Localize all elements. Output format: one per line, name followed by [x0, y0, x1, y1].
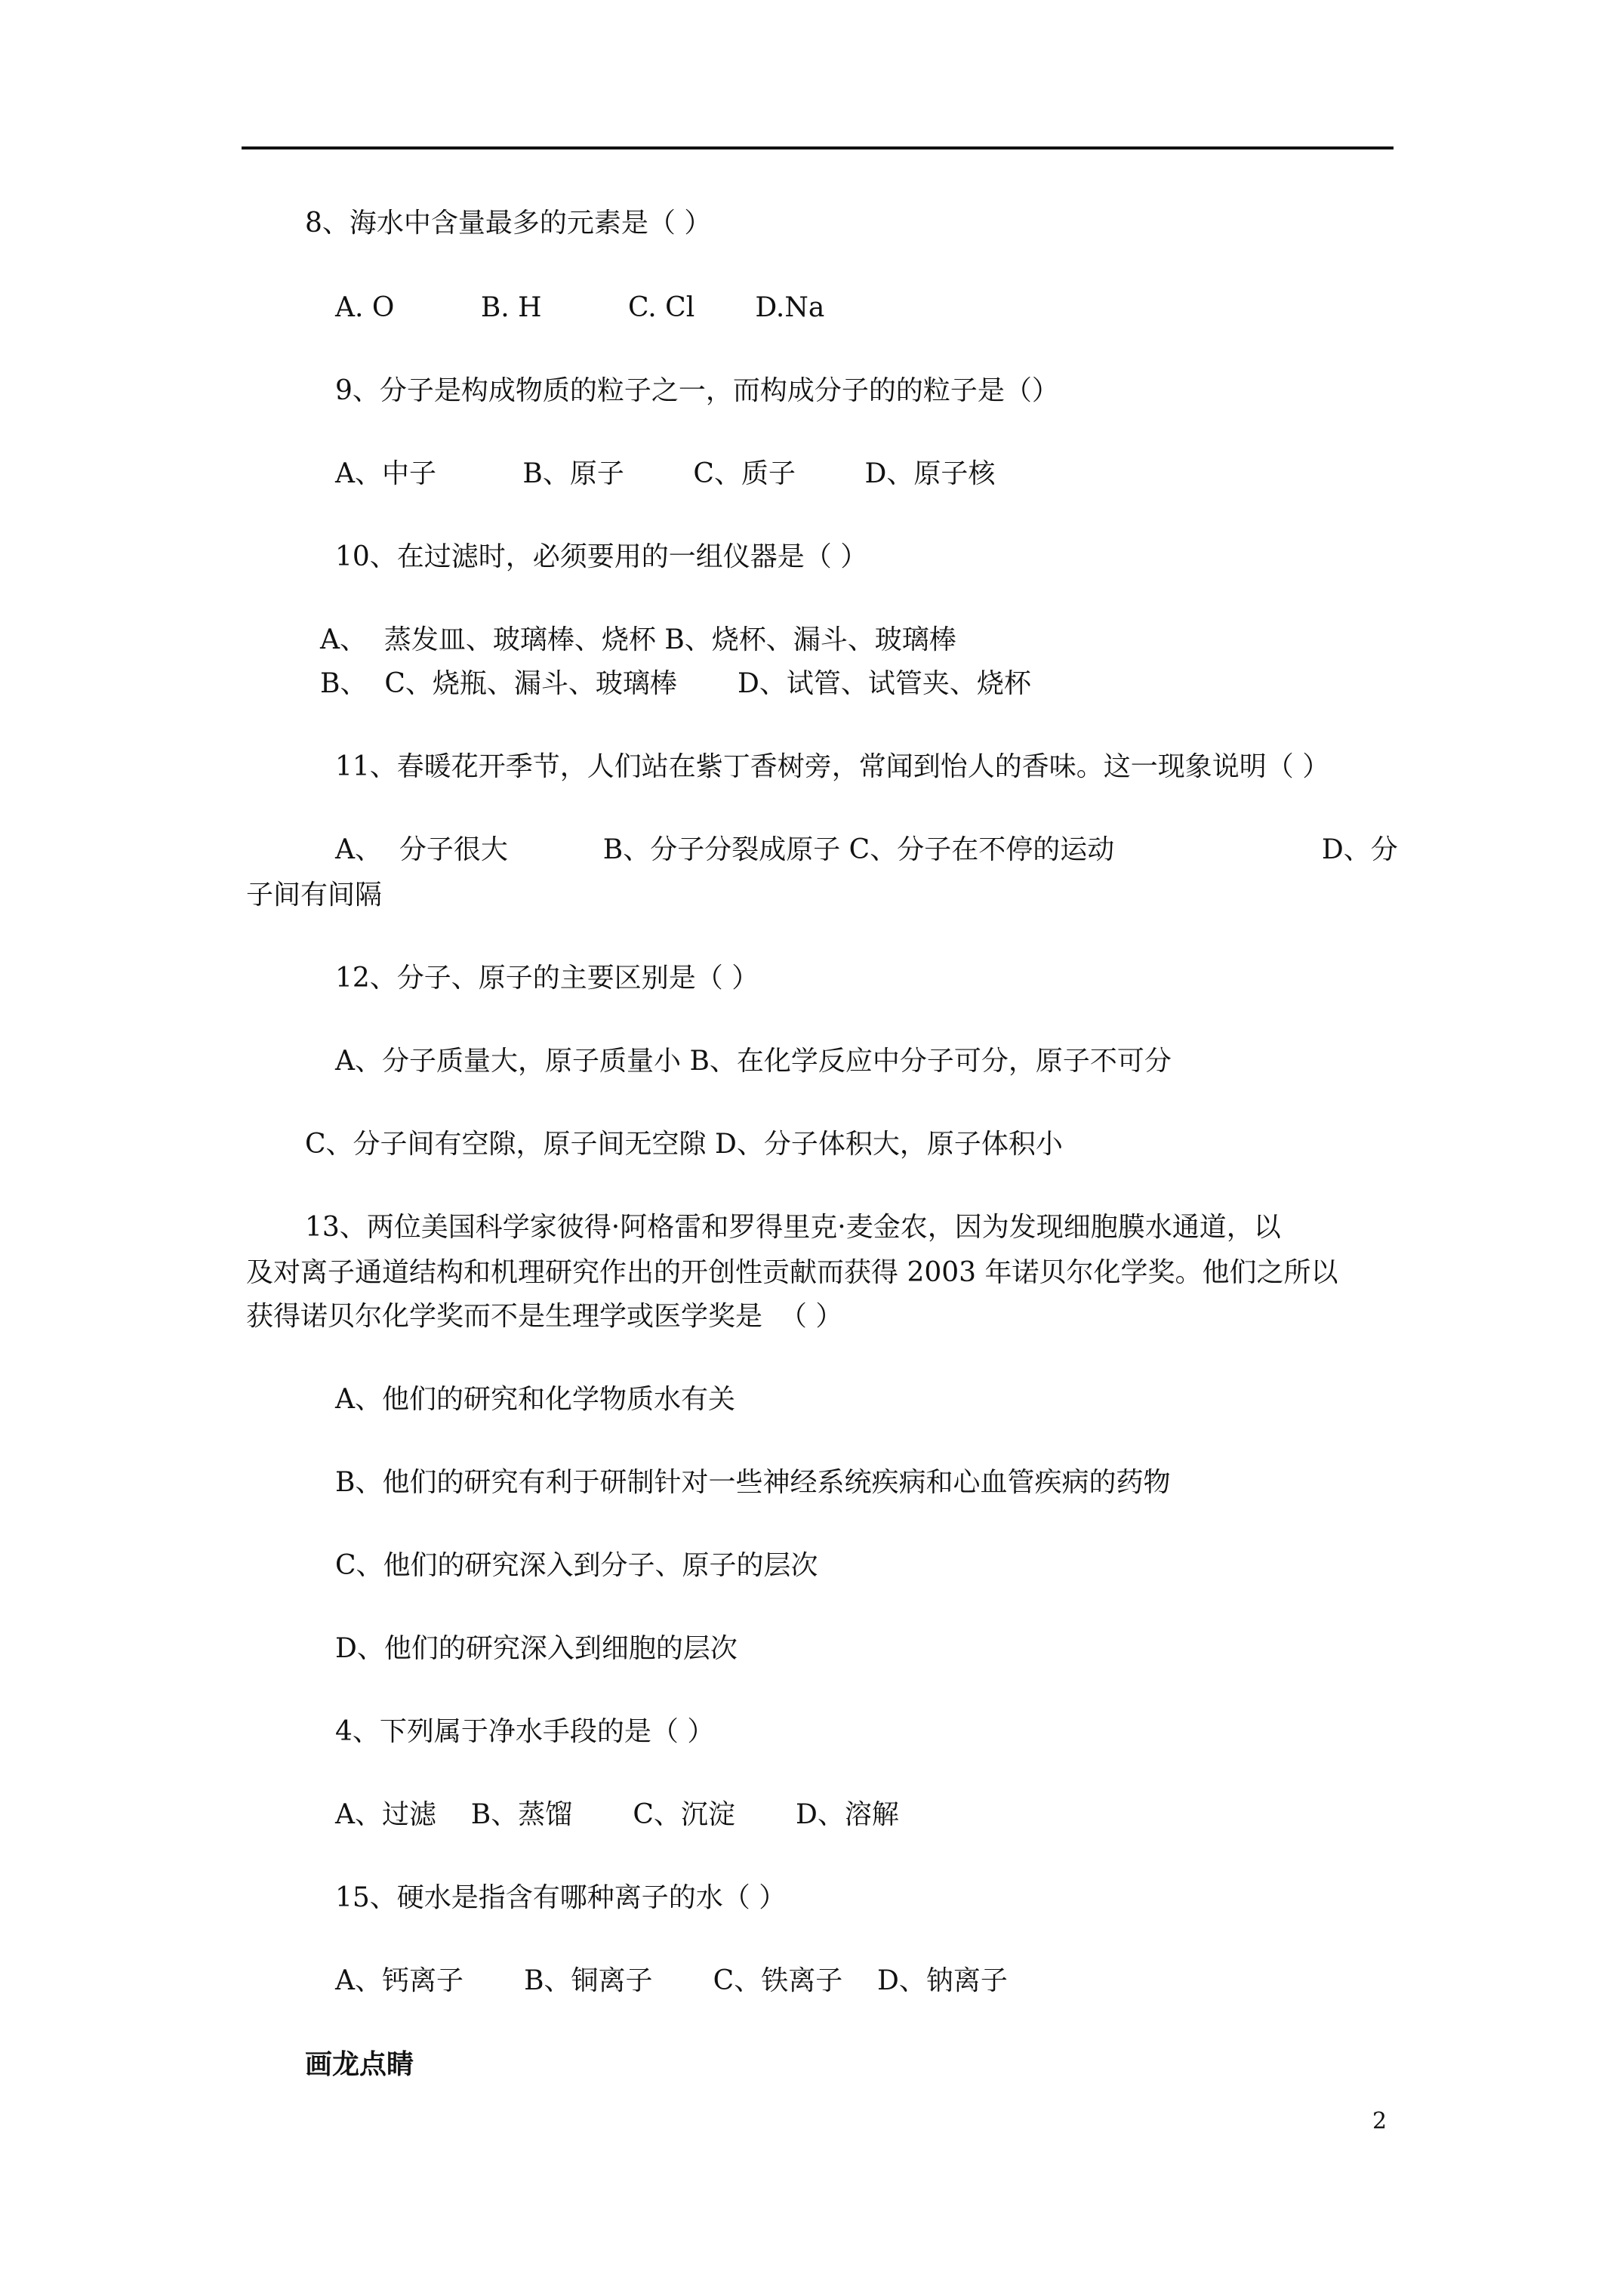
page-number: 2: [1372, 2108, 1387, 2134]
question-11-options-line-1: A、 分子很大 B、分子分裂成原子 C、分子在不停的运动 D、分: [335, 834, 1398, 865]
question-12-options-line-1: A、分子质量大，原子质量小 B、在化学反应中分子可分，原子不可分: [335, 1046, 1172, 1077]
question-10-options-line-2: B、 C、烧瓶、漏斗、玻璃棒 D、试管、试管夹、烧杯: [320, 668, 1031, 699]
header-rule: [242, 146, 1394, 149]
question-15-options: A、钙离子 B、铜离子 C、铁离子 D、钠离子: [335, 1965, 1008, 1996]
question-10: 10、在过滤时，必须要用的一组仪器是（ ）: [335, 541, 868, 572]
question-14: 4、下列属于净水手段的是（ ）: [335, 1716, 715, 1747]
question-15: 15、硬水是指含有哪种离子的水（ ）: [335, 1882, 787, 1913]
question-13-option-c: C、他们的研究深入到分子、原子的层次: [335, 1550, 818, 1581]
question-14-options: A、过滤 B、蒸馏 C、沉淀 D、溶解: [335, 1799, 899, 1830]
question-9: 9、分子是构成物质的粒子之一，而构成分子的的粒子是（）: [335, 375, 1059, 406]
section-heading: 画龙点睛: [305, 2048, 414, 2080]
question-13-line-2: 及对离子通道结构和机理研究作出的开创性贡献而获得 2003 年诺贝尔化学奖。他们之所以: [246, 1257, 1338, 1288]
question-9-options: A、中子 B、原子 C、质子 D、原子核: [335, 458, 996, 489]
question-12: 12、分子、原子的主要区别是（ ）: [335, 963, 759, 994]
question-13-line-1: 13、两位美国科学家彼得·阿格雷和罗得里克·麦金农，因为发现细胞膜水通道，以: [305, 1212, 1281, 1243]
question-8-options: A. O B. H C. Cl D.Na: [335, 292, 825, 323]
question-12-options-line-2: C、分子间有空隙，原子间无空隙 D、分子体积大，原子体积小: [305, 1129, 1063, 1160]
question-10-options-line-1: A、 蒸发皿、玻璃棒、烧杯 B、烧杯、漏斗、玻璃棒: [320, 624, 956, 655]
question-13-line-3: 获得诺贝尔化学奖而不是生理学或医学奖是 （ ）: [246, 1301, 843, 1332]
question-11-options-line-2: 子间有间隔: [246, 880, 383, 911]
question-8: 8、海水中含量最多的元素是（ ）: [305, 208, 712, 239]
question-13-option-a: A、他们的研究和化学物质水有关: [335, 1384, 735, 1415]
question-11: 11、春暖花开季节，人们站在紫丁香树旁，常闻到怡人的香味。这一现象说明（ ）: [335, 751, 1330, 782]
question-13-option-b: B、他们的研究有利于研制针对一些神经系统疾病和心血管疾病的药物: [335, 1467, 1171, 1498]
question-13-option-d: D、他们的研究深入到细胞的层次: [335, 1633, 738, 1664]
